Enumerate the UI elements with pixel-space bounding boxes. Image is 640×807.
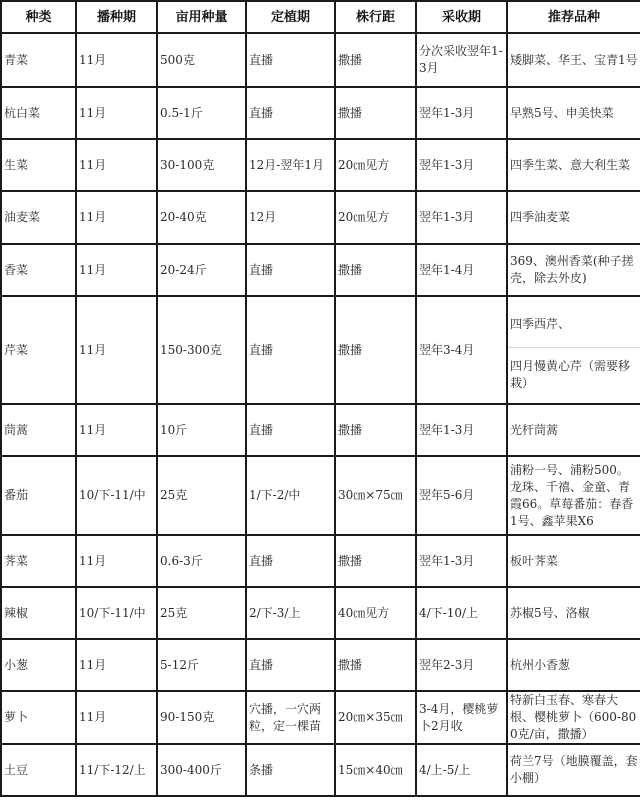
cell-sowing: 11月 [76, 691, 157, 744]
cell-sowing: 11月 [76, 191, 157, 244]
cell-sowing: 11月 [76, 639, 157, 691]
cell-harvest: 翌年2-3月 [416, 639, 507, 691]
cell-type: 荠菜 [1, 535, 76, 587]
cell-varieties: 荷兰7号（地膜覆盖，套小棚） [507, 744, 640, 796]
table-row [1, 639, 640, 691]
cell-sowing: 10/下-11/中 [76, 587, 157, 639]
cell-sowing: 11月 [76, 139, 157, 191]
table-row [1, 191, 640, 244]
table-row [1, 587, 640, 639]
cell-spacing: 20㎝见方 [335, 139, 416, 191]
cell-sowing: 11/下-12/上 [76, 744, 157, 796]
cell-varieties: 四季生菜、意大利生菜 [507, 139, 640, 191]
cell-type: 生菜 [1, 139, 76, 191]
cell-sowing: 11月 [76, 244, 157, 296]
cell-transplant: 直播 [246, 33, 335, 87]
cell-seed-amount: 0.5-1斤 [157, 87, 246, 139]
cell-harvest: 翌年1-3月 [416, 404, 507, 456]
cell-type: 小葱 [1, 639, 76, 691]
cell-seed-amount: 25克 [157, 456, 246, 535]
cell-harvest: 翌年1-4月 [416, 244, 507, 296]
cell-varieties: 杭州小香葱 [507, 639, 640, 691]
cell-transplant: 1/下-2/中 [246, 456, 335, 535]
cell-seed-amount: 20-40克 [157, 191, 246, 244]
table-row [1, 296, 640, 404]
header-sowing: 播种期 [76, 1, 157, 33]
cell-seed-amount: 150-300克 [157, 296, 246, 404]
cell-spacing: 40㎝见方 [335, 587, 416, 639]
cell-spacing: 15㎝×40㎝ [335, 744, 416, 796]
cell-seed-amount: 300-400斤 [157, 744, 246, 796]
cell-seed-amount: 500克 [157, 33, 246, 87]
cell-transplant: 12月-翌年1月 [246, 139, 335, 191]
table-row [1, 87, 640, 139]
cell-seed-amount: 90-150克 [157, 691, 246, 744]
cell-type: 油麦菜 [1, 191, 76, 244]
cell-varieties: 四季油麦菜 [507, 191, 640, 244]
cell-transplant: 直播 [246, 639, 335, 691]
cell-type: 萝卜 [1, 691, 76, 744]
cell-seed-amount: 25克 [157, 587, 246, 639]
cell-varieties: 板叶荠菜 [507, 535, 640, 587]
cell-spacing: 20㎝×35㎝ [335, 691, 416, 744]
cell-varieties: 苏椒5号、洛椒 [507, 587, 640, 639]
cell-transplant: 2/下-3/上 [246, 587, 335, 639]
cell-transplant: 直播 [246, 535, 335, 587]
cell-harvest: 翌年1-3月 [416, 191, 507, 244]
cell-type: 土豆 [1, 744, 76, 796]
cell-spacing: 撒播 [335, 244, 416, 296]
cell-spacing: 撒播 [335, 639, 416, 691]
cell-spacing: 撒播 [335, 404, 416, 456]
cell-sowing: 11月 [76, 87, 157, 139]
cell-spacing: 30㎝×75㎝ [335, 456, 416, 535]
cell-transplant: 直播 [246, 296, 335, 404]
cell-varieties: 矮脚菜、华王、宝青1号 [507, 33, 640, 87]
cell-type: 辣椒 [1, 587, 76, 639]
header-seed-amount: 亩用种量 [157, 1, 246, 33]
header-row [1, 1, 640, 33]
header-spacing: 株行距 [335, 1, 416, 33]
cell-varieties: 369、澳州香菜(种子搓壳，除去外皮) [507, 244, 640, 296]
header-varieties: 推荐品种 [507, 1, 640, 33]
cell-spacing: 撒播 [335, 87, 416, 139]
cell-seed-amount: 30-100克 [157, 139, 246, 191]
cell-type: 杭白菜 [1, 87, 76, 139]
cell-transplant: 穴播，一穴两粒，定一棵苗 [246, 691, 335, 744]
cell-varieties: 光杆茼蒿 [507, 404, 640, 456]
table-row [1, 404, 640, 456]
cell-type: 芹菜 [1, 296, 76, 404]
cell-seed-amount: 5-12斤 [157, 639, 246, 691]
cell-sowing: 11月 [76, 535, 157, 587]
cell-harvest: 3-4月，樱桃萝卜2月收 [416, 691, 507, 744]
cell-type: 番茄 [1, 456, 76, 535]
table-row [1, 33, 640, 87]
cell-sowing: 10/下-11/中 [76, 456, 157, 535]
cell-sowing: 11月 [76, 296, 157, 404]
cell-spacing: 20㎝见方 [335, 191, 416, 244]
cell-sowing: 11月 [76, 404, 157, 456]
cell-spacing: 撒播 [335, 33, 416, 87]
cell-harvest: 翌年1-3月 [416, 87, 507, 139]
cell-transplant: 直播 [246, 404, 335, 456]
table-row [1, 456, 640, 535]
cell-type: 香菜 [1, 244, 76, 296]
table-row [1, 244, 640, 296]
cell-type: 青菜 [1, 33, 76, 87]
varieties-line-1: 四季西芹、 [508, 302, 640, 348]
table-row [1, 139, 640, 191]
cell-spacing: 撒播 [335, 296, 416, 404]
cell-harvest: 翌年5-6月 [416, 456, 507, 535]
cell-harvest: 翌年1-3月 [416, 535, 507, 587]
cell-sowing: 11月 [76, 33, 157, 87]
cell-spacing: 撒播 [335, 535, 416, 587]
cell-harvest: 4/上-5/上 [416, 744, 507, 796]
table-row [1, 744, 640, 796]
cell-harvest: 翌年1-3月 [416, 139, 507, 191]
varieties-line-2: 四月慢黄心芹（需要移栽） [510, 359, 631, 390]
cell-harvest: 分次采收翌年1-3月 [416, 33, 507, 87]
table-row [1, 691, 640, 744]
header-transplant: 定植期 [246, 1, 335, 33]
header-type: 种类 [1, 1, 76, 33]
cell-harvest: 4/下-10/上 [416, 587, 507, 639]
cell-varieties: 早熟5号、申美快菜 [507, 87, 640, 139]
cell-seed-amount: 0.6-3斤 [157, 535, 246, 587]
cell-harvest: 翌年3-4月 [416, 296, 507, 404]
cell-transplant: 12月 [246, 191, 335, 244]
cell-varieties: 特新白玉春、寒春大根、樱桃萝卜（600-800克/亩，撒播） [507, 691, 640, 744]
cell-seed-amount: 20-24斤 [157, 244, 246, 296]
cell-transplant: 直播 [246, 244, 335, 296]
cell-type: 茼蒿 [1, 404, 76, 456]
cell-seed-amount: 10斤 [157, 404, 246, 456]
table-row [1, 535, 640, 587]
cell-transplant: 直播 [246, 87, 335, 139]
cell-transplant: 条播 [246, 744, 335, 796]
header-harvest: 采收期 [416, 1, 507, 33]
cell-varieties [507, 296, 640, 404]
cell-varieties: 浦粉一号、浦粉500。龙珠、千禧、金童、青霞66。草莓番茄：春香1号、鑫苹果X6 [507, 456, 640, 535]
